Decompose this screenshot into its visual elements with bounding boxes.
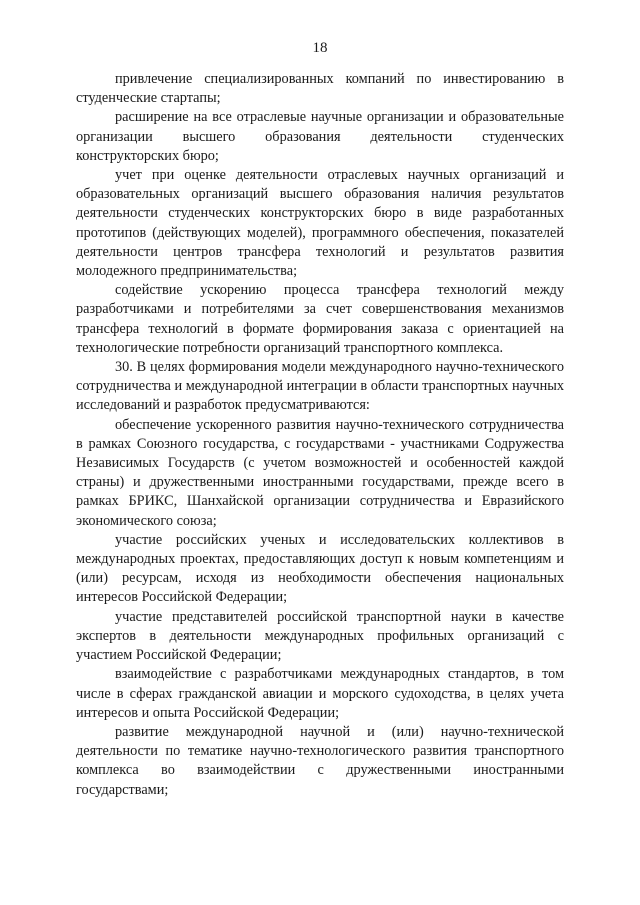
paragraph-evaluation-criteria: учет при оценке деятельности отраслевых научных организаций и образовательных организаций высшего образования наличия результатов деятельности студенческих конструкторских бюро в виде разработанных прототипов (действующих моделей), программного обеспечения, показателей деятельности центров трансфера технологий и результатов развития молодежного предпринимательства; xyxy=(76,167,564,280)
paragraph-experts-participation: участие представителей российской транспортной науки в качестве экспертов в деятельности международных профильных организаций с участием Российской Федерации; xyxy=(76,608,564,664)
page-number: 18 xyxy=(312,40,328,56)
paragraph-international-development: развитие международной научной и (или) научно-технической деятельности по тематике научно-технологического развития транспортного комплекса во взаимодействии с дружественными иностранными государствами; xyxy=(76,723,564,798)
paragraph-standards-interaction: взаимодействие с разработчиками международных стандартов, в том числе в сферах гражданской авиации и морского судоходства, в целях учета интересов и опыта Российской Федерации; xyxy=(76,666,564,721)
paragraph-technology-transfer: содействие ускорению процесса трансфера технологий между разработчиками и потребителями за счет совершенствования механизмов трансфера технологий в формате формирования заказа с ориентацией на технологические потребности организаций транспортного комплекса. xyxy=(76,282,564,356)
paragraph-accelerated-cooperation: обеспечение ускоренного развития научно-технического сотрудничества в рамках Союзного государства, с государствами - участниками Содружества Независимых Государств (с учетом возможностей и особенностей каждой страны) и дружественными иностранными государствами, прежде всего в рамках БРИКС, Шанхайской организации сотрудничества и Евразийского экономического союза; xyxy=(76,416,564,529)
paragraph-item-30: 30. В целях формирования модели международного научно-технического сотрудничества и международной интеграции в области транспортных научных исследований и разработок предусматриваются: xyxy=(76,359,564,414)
paragraph-design-bureaus-expansion: расширение на все отраслевые научные организации и образовательные организации высшего образования деятельности студенческих конструкторских бюро; xyxy=(76,109,564,164)
document-body xyxy=(76,70,564,800)
paragraph-international-projects: участие российских ученых и исследовательских коллективов в международных проектах, предоставляющих доступ к новым компетенциям и (или) ресурсам, исходя из необходимости обеспечения национальных интересов Российской Федерации; xyxy=(76,531,564,606)
paragraph-startup-investment: привлечение специализированных компаний по инвестированию в студенческие стартапы; xyxy=(76,71,564,107)
